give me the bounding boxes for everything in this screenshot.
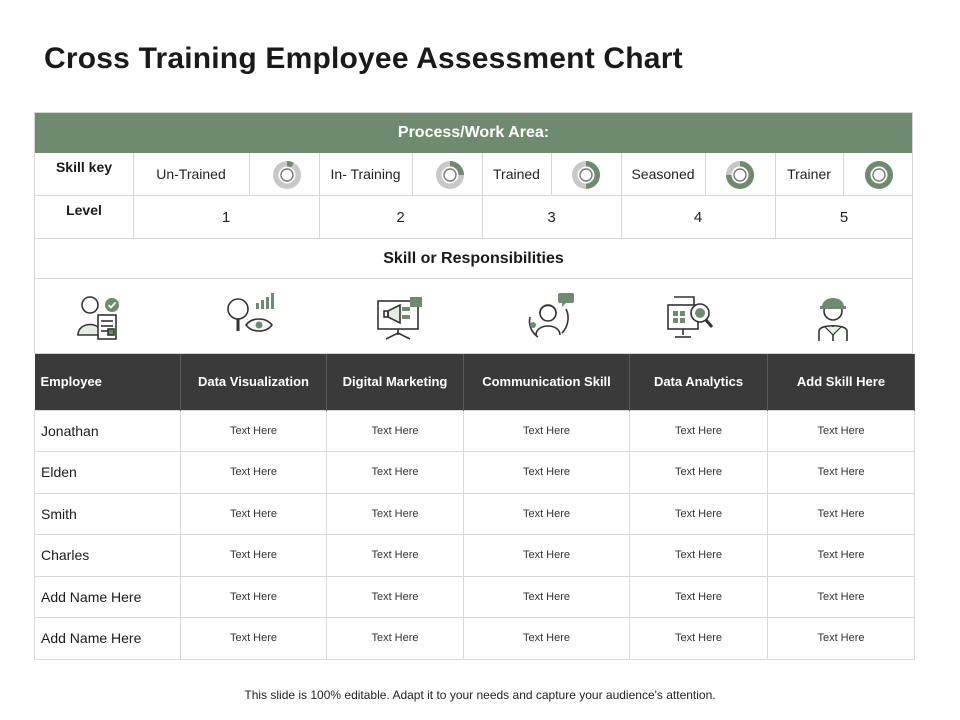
- header-employee: Employee: [35, 354, 181, 410]
- skill-cell: Text Here: [464, 576, 630, 618]
- skill-cell: Text Here: [768, 618, 915, 660]
- in-training-ring-icon: [435, 160, 465, 190]
- header-add-skill: Add Skill Here: [768, 354, 915, 410]
- skill-cell: Text Here: [327, 493, 464, 535]
- table-header-row: [35, 354, 915, 410]
- level-5: 5: [839, 208, 849, 226]
- header-data-visualization: Data Visualization: [181, 354, 327, 410]
- skill-cell: Text Here: [327, 618, 464, 660]
- communication-icon: [522, 291, 578, 343]
- skill-cell: Text Here: [181, 535, 327, 577]
- skill-cell: Text Here: [630, 410, 768, 452]
- skill-cell: Text Here: [327, 452, 464, 494]
- employee-name-cell: Jonathan: [35, 410, 181, 452]
- skill-cell: Text Here: [181, 493, 327, 535]
- digital-marketing-icon: [372, 291, 428, 343]
- page-title: Cross Training Employee Assessment Chart: [44, 42, 683, 75]
- skill-responsibilities-header: Skill or Responsibilities: [35, 239, 912, 279]
- skill-key-panel: [34, 112, 913, 354]
- skill-cell: Text Here: [630, 452, 768, 494]
- skill-cell: Text Here: [464, 410, 630, 452]
- process-work-area-header: Process/Work Area:: [35, 113, 912, 153]
- skill-cell: Text Here: [768, 535, 915, 577]
- skill-cell: Text Here: [327, 576, 464, 618]
- level-row: [35, 196, 912, 239]
- table-body: [35, 410, 915, 659]
- level-3: 3: [547, 208, 556, 226]
- employee-name-cell: Smith: [35, 493, 181, 535]
- skill-key-in-training: In- Training: [330, 166, 401, 182]
- skill-key-trainer: Trainer: [787, 166, 831, 182]
- skill-cell: Text Here: [327, 535, 464, 577]
- skill-cell: Text Here: [181, 576, 327, 618]
- table-row: [35, 576, 915, 618]
- skill-cell: Text Here: [181, 410, 327, 452]
- untrained-ring-icon: [272, 160, 302, 190]
- trainer-ring-icon: [864, 160, 894, 190]
- table-row: [35, 452, 915, 494]
- employee-name-cell: Add Name Here: [35, 618, 181, 660]
- header-communication-skill: Communication Skill: [464, 354, 630, 410]
- level-label: Level: [66, 202, 102, 218]
- skill-cell: Text Here: [464, 618, 630, 660]
- skill-cell: Text Here: [464, 452, 630, 494]
- skill-cell: Text Here: [630, 576, 768, 618]
- skill-key-trained: Trained: [493, 166, 540, 182]
- header-data-analytics: Data Analytics: [630, 354, 768, 410]
- level-1: 1: [221, 208, 231, 226]
- header-digital-marketing: Digital Marketing: [327, 354, 464, 410]
- skill-cell: Text Here: [327, 410, 464, 452]
- skill-cell: Text Here: [768, 452, 915, 494]
- trained-ring-icon: [571, 160, 601, 190]
- footer-note: This slide is 100% editable. Adapt it to your needs and capture your audience's attention.: [244, 688, 716, 702]
- skill-cell: Text Here: [630, 493, 768, 535]
- skill-cell: Text Here: [464, 535, 630, 577]
- level-2: 2: [396, 208, 405, 226]
- employee-check-icon: [72, 291, 128, 343]
- skill-cell: Text Here: [768, 410, 915, 452]
- skill-key-seasoned: Seasoned: [631, 166, 695, 182]
- skill-cell: Text Here: [768, 493, 915, 535]
- table-row: [35, 493, 915, 535]
- data-visualization-icon: [222, 291, 278, 343]
- data-analytics-icon: [662, 291, 718, 343]
- trainee-icon: [805, 291, 861, 343]
- skill-cell: Text Here: [181, 452, 327, 494]
- table-row: [35, 410, 915, 452]
- skill-icons-row: [35, 279, 912, 355]
- skill-cell: Text Here: [768, 576, 915, 618]
- skill-cell: Text Here: [464, 493, 630, 535]
- level-4: 4: [693, 208, 703, 226]
- table-row: [35, 618, 915, 660]
- skill-cell: Text Here: [181, 618, 327, 660]
- employee-name-cell: Charles: [35, 535, 181, 577]
- skill-key-label: Skill key: [55, 159, 113, 175]
- table-row: [35, 535, 915, 577]
- seasoned-ring-icon: [725, 160, 755, 190]
- assessment-table: [34, 354, 915, 660]
- skill-cell: Text Here: [630, 618, 768, 660]
- employee-name-cell: Add Name Here: [35, 576, 181, 618]
- employee-name-cell: Elden: [35, 452, 181, 494]
- skill-cell: Text Here: [630, 535, 768, 577]
- skill-key-untrained: Un-Trained: [156, 166, 226, 182]
- skill-key-row: [35, 153, 912, 196]
